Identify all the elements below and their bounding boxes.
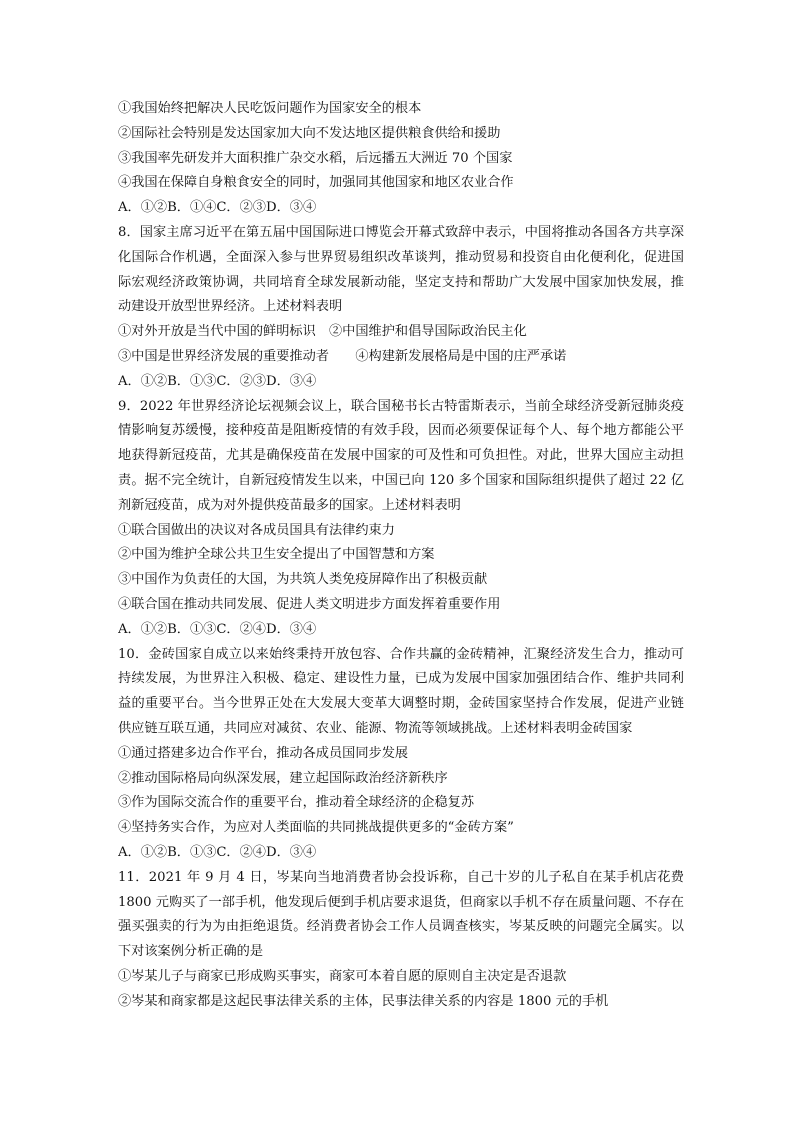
q9-option-3: ③中国作为负责任的大国，为共筑人类免疫屏障作出了积极贡献	[118, 572, 488, 588]
q9-option-2: ②中国为维护全球公共卫生安全提出了中国智慧和方案	[118, 547, 435, 563]
q10-option-1: ①通过搭建多边合作平台，推动各成员国同步发展	[118, 745, 409, 761]
q7-option-1: ①我国始终把解决人民吃饭问题作为国家安全的根本	[118, 101, 422, 116]
q10-answer-choices: A．①②B．①③C．②④D．③④	[118, 844, 317, 860]
q8-options-row-1: ①对外开放是当代中国的鲜明标识 ②中国维护和倡导国际政治民主化	[118, 324, 527, 340]
q7-option-4: ④我国在保障自身粮食安全的同时，加强同其他国家和地区农业合作	[118, 175, 514, 191]
q8-options-row-2: ③中国是世界经济发展的重要推动者 ④构建新发展格局是中国的庄严承诺	[118, 348, 567, 364]
q10-option-4: ④坚持务实合作，为应对人类面临的共同挑战提供更多的“金砖方案”	[118, 820, 514, 836]
q8-answer-choices: A．①②B．①③C．②③D．③④	[118, 373, 317, 389]
q10-stem: 10．金砖国家自成立以来始终秉持开放包容、合作共赢的金砖精神，汇聚经济发生合力，推动可持续发展，为世界注入积极、稳定、建设性力量，已成为发展中国家加强团结合作、维护共同利益的重要平台。当今世界正处在大发展大变革大调整时期，金砖国家坚持合作发展，促进产业链供应链互联互通，共同应对减贫、农业、能源、物流等领域挑战。上述材料表明金砖国家	[118, 646, 684, 736]
q7-option-2: ②国际社会特别是发达国家加大向不发达地区提供粮食供给和援助	[118, 125, 501, 141]
q11-option-2: ②岑某和商家都是这起民事法律关系的主体，民事法律关系的内容是 1800 元的手机	[118, 993, 609, 1009]
q9-option-1: ①联合国做出的决议对各成员国具有法律约束力	[118, 522, 395, 538]
q8-stem: 8．国家主席习近平在第五届中国国际进口博览会开幕式致辞中表示，中国将推动各国各方共享深化国际合作机遇，全面深入参与世界贸易组织改革谈判，推动贸易和投资自由化便利化，促进国际宏观经济政策协调，共同培育全球发展新动能，坚定支持和帮助广大发展中国家加快发展，推动建设开放型世界经济。上述材料表明	[118, 224, 684, 315]
q10-option-3: ③作为国际交流合作的重要平台，推动着全球经济的企稳复苏	[118, 795, 475, 811]
q7-answer-choices: A．①②B．①④C．②③D．③④	[118, 200, 317, 216]
q10-option-2: ②推动国际格局向纵深发展，建立起国际政治经济新秩序	[118, 770, 448, 786]
q9-stem: 9．2022 年世界经济论坛视频会议上，联合国秘书长古特雷斯表示，当前全球经济受新冠肺炎疫情影响复苏缓慢，接种疫苗是阻断疫情的有效手段，因而必须要保证每个人、每个地方都能公平地获得新冠疫苗，尤其是确保疫苗在发展中国家的可及性和可负担性。对此，世界大国应主动担责。据不完全统计，自新冠疫情发生以来，中国已向 120 多个国家和国际组织提供了超过 22 亿剂新冠疫苗，成为对外提供疫苗最多的国家。上述材料表明	[118, 398, 684, 513]
q11-option-1: ①岑某儿子与商家已形成购买事实，商家可本着自愿的原则自主决定是否退款	[118, 968, 567, 984]
q7-option-3: ③我国率先研发并大面积推广杂交水稻，后远播五大洲近 70 个国家	[118, 150, 513, 166]
question-10	[118, 643, 684, 866]
q9-option-4: ④联合国在推动共同发展、促进人类文明进步方面发挥着重要作用	[118, 596, 501, 612]
question-11	[118, 866, 684, 1015]
question-9	[118, 395, 684, 643]
exam-page	[118, 97, 684, 1014]
question-7-options	[118, 97, 684, 221]
question-8	[118, 221, 684, 395]
q9-answer-choices: A．①②B．①③C．②④D．③④	[118, 621, 317, 637]
q11-stem: 11．2021 年 9 月 4 日，岑某向当地消费者协会投诉称，自己十岁的儿子私自在某手机店花费 1800 元购买了一部手机，他发现后便到手机店要求退货，但商家以手机不存在质量问题、不存在强买强卖的行为为由拒绝退货。经消费者协会工作人员调查核实，岑某反映的问题完全属实。以下对该案例分析正确的是	[118, 869, 684, 960]
